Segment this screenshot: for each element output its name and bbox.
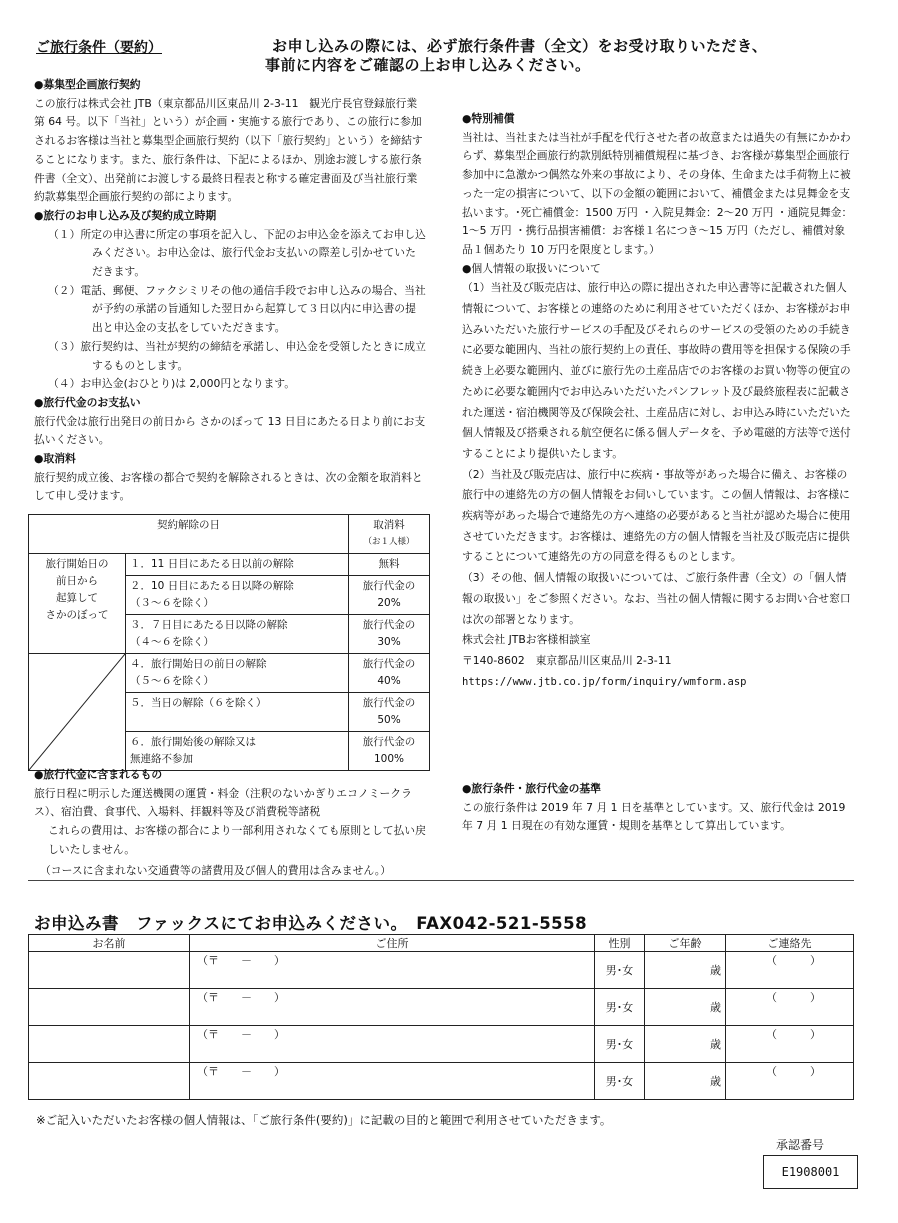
form-header-row <box>29 935 854 952</box>
row-4-fee <box>349 654 430 693</box>
table-row <box>29 989 854 1026</box>
row-fee-line2: 20% <box>377 597 401 609</box>
payment-text: 旅行代金は旅行出発日の前日から さかのぼって 13 日目にあたる日より前にお支払いください。 <box>34 414 426 447</box>
contact-field[interactable] <box>726 1026 854 1063</box>
left-label-line: さかのぼって <box>45 609 109 621</box>
row-6-fee <box>349 732 430 771</box>
excluded-note: （コースに含まれない交通費等の諸費用及び個人的費用は含みません。） <box>40 864 392 877</box>
heading-basis: ●旅行条件・旅行代金の基準 <box>462 782 601 795</box>
diagonal-cell <box>29 654 126 771</box>
privacy-text-1: （1）当社及び販売店は、旅行申込の際に提出された申込書等に記載された個人情報について、お客様との連絡のために利用させていただくほか、お客様がお申込みいただいた旅行サービスの手配及びそれらのサービスの受領のための手続きに必要な範囲内、当社の旅行契約上の責任、事故時の費用等を担保する保険の手続き上必要な範囲内、並びに旅行先の土産品店でのお客様のお買い物等の便宜のために必要な範囲内でお申込みいただいたパンフレット及び最終旅程表に記載された運送・宿泊機関等及び保険会社、土産品店に対し、お申込み時にいただいた個人情報及び搭乗される航空便名に係る個人データを、予め電磁的方法等で送付することにより提供いたします。 <box>462 281 851 460</box>
heading-cancellation: ●取消料 <box>34 452 76 466</box>
row-fee-line1: 旅行代金の <box>362 736 416 748</box>
row-desc-line1: ６．旅行開始後の解除又は <box>130 736 256 748</box>
sex-field[interactable] <box>595 1026 645 1063</box>
header-contact: ご連絡先 <box>726 935 854 952</box>
cancellation-fee-table <box>28 514 430 771</box>
row-fee-line2: 100% <box>373 753 405 765</box>
row-desc-line1: ５．当日の解除（６を除く） <box>130 697 267 709</box>
header-address: ご住所 <box>190 935 595 952</box>
contact-field[interactable] <box>726 1063 854 1100</box>
form-title: お申込み書 ファックスにてお申込みください。 FAX042-521-5558 <box>34 914 588 933</box>
row-fee-line1: 無料 <box>378 558 400 570</box>
compensation-text: 当社は、当社または当社が手配を代行させた者の故意または過失の有無にかかわらず、募集型企画旅行約款別紙特別補償規程に基づき、お客様が募集型企画旅行参加中に急激かつ偶然な外来の事故により、その身体、生命または手荷物上に被った一定の損害について、以下の金額の範囲において、補償金または見舞金を支払います。･死亡補償金：1500 万円 ・入院見舞金：2～20 万円 ・通院見舞金：1～5 万円 ・携行品損害補償：お客様１名につき～15 万円（ただし、補償対象品１個あたり 10 万円を限度とします。） <box>462 130 853 256</box>
row-desc-line2: （３～６を除く） <box>130 597 214 609</box>
row-desc-line1: ２．10 日目にあたる日以降の解除 <box>130 580 294 592</box>
header-sex: 性別 <box>595 935 645 952</box>
sex-field[interactable] <box>595 989 645 1026</box>
application-form-table <box>28 934 854 1100</box>
postal-code-field: （〒 － ） <box>197 1028 285 1041</box>
contract-text: この旅行は株式会社 JTB（東京都品川区東品川 2-3-11 観光庁長官登録旅行業第 64 号。以下「当社」という）が企画・実施する旅行であり、この旅行に参加されるお客様は当社と募集型企画旅行契約（以下「旅行契約」という）を締結することになります。また、旅行条件は、下記によるほか、別途お渡しする旅行条件書（全文）、出発前にお渡しする最終日程表と称する確定書面及び当社旅行業約款募集型企画旅行契約の部によります。 <box>34 96 423 204</box>
postal-code-field: （〒 － ） <box>197 991 285 1004</box>
name-field[interactable] <box>29 989 190 1026</box>
company-address: 〒140-8602 東京都品川区東品川 2-3-11 <box>462 653 672 667</box>
contact-value: （ ） <box>766 991 821 1004</box>
row-fee-line2: 50% <box>377 714 401 726</box>
right-column-lower <box>462 780 854 836</box>
left-label-line: 起算して <box>56 592 98 604</box>
row-2-desc <box>126 576 349 615</box>
sex-value: 男･女 <box>605 964 634 977</box>
left-label-line: 前日から <box>56 575 98 587</box>
row-fee-line1: 旅行代金の <box>362 619 416 631</box>
left-label-cell <box>29 554 126 654</box>
privacy-text-3: （3）その他、個人情報の取扱いについては、ご旅行条件書（全文）の「個人情報の取扱い」をご参照ください。なお、当社の個人情報に関するお問い合せ窓口は次の部署となります。 <box>462 571 851 626</box>
left-column <box>34 76 426 506</box>
heading-privacy: ●個人情報の取扱いについて <box>462 261 601 275</box>
contact-field[interactable] <box>726 989 854 1026</box>
privacy-text-2: （2）当社及び販売店は、旅行中に疾病・事故等があった場合に備え、お客様の旅行中の連絡先の方の個人情報をお伺いしています。この個人情報は、お客様に疾病等があった場合で連絡先の方へ連絡の必要があると当社が認めた場合に使用させていただきます。お客様は、連絡先の方の個人情報を当社及び販売店に提供することについて連絡先の方の同意を得るものとします。 <box>462 467 851 564</box>
age-unit: 歳 <box>710 964 721 977</box>
contact-value: （ ） <box>766 1065 821 1078</box>
header-name: お名前 <box>29 935 190 952</box>
table-row <box>29 554 430 576</box>
address-field[interactable] <box>190 989 595 1026</box>
row-4-desc <box>126 654 349 693</box>
fee-table-header <box>29 515 430 554</box>
address-field[interactable] <box>190 1026 595 1063</box>
contact-value: （ ） <box>766 1028 821 1041</box>
application-item-1: （１）所定の申込書に所定の事項を記入し、下記のお申込金を添えてお申し込みください。お申込金は、旅行代金お支払いの際差し引かせていただきます。 <box>48 227 426 279</box>
age-field[interactable] <box>645 952 726 989</box>
address-field[interactable] <box>190 952 595 989</box>
row-desc-line1: １．11 日目にあたる日以前の解除 <box>130 558 294 570</box>
right-column <box>462 110 854 692</box>
name-field[interactable] <box>29 1026 190 1063</box>
included-note: これらの費用は、お客様の都合により一部利用されなくても原則として払い戻しいたしません。 <box>48 824 426 856</box>
notice-line-1: お申し込みの際には、必ず旅行条件書（全文）をお受け取りいただき、 <box>272 37 768 55</box>
row-1-desc <box>126 554 349 576</box>
row-fee-line1: 旅行代金の <box>362 697 416 709</box>
row-desc-line1: ４．旅行開始日の前日の解除 <box>130 658 267 670</box>
sex-value: 男･女 <box>605 1075 634 1088</box>
header-cancel-date: 契約解除の日 <box>29 515 349 554</box>
row-6-desc <box>126 732 349 771</box>
heading-payment: ●旅行代金のお支払い <box>34 395 141 409</box>
company-name: 株式会社 JTBお客様相談室 <box>462 633 591 647</box>
row-fee-line1: 旅行代金の <box>362 580 416 592</box>
header-fee-sub: （お１人様） <box>363 537 415 547</box>
row-3-fee <box>349 615 430 654</box>
row-desc-line1: ３．７日目にあたる日以降の解除 <box>130 619 288 631</box>
cancellation-text: 旅行契約成立後、お客様の都合で契約を解除されるときは、次の金額を取消料として申し受けます。 <box>34 470 423 503</box>
heading-included: ●旅行代金に含まれるもの <box>34 768 163 781</box>
approval-label: 承認番号 <box>776 1138 825 1152</box>
section-title: ご旅行条件（要約） <box>36 40 162 56</box>
privacy-footnote: ※ご記入いただいたお客様の個人情報は、「ご旅行条件(要約)」に記載の目的と範囲で利用させていただきます。 <box>36 1113 612 1127</box>
divider <box>28 880 854 881</box>
included-text: 旅行日程に明示した運送機関の運賃・料金（注釈のないかぎりエコノミークラス）、宿泊費、食事代、入場料、拝観料等及び消費税等諸税 <box>34 786 412 819</box>
sex-value: 男･女 <box>605 1001 634 1014</box>
table-row <box>29 952 854 989</box>
header-fee <box>349 515 430 554</box>
postal-code-field: （〒 － ） <box>197 1065 285 1078</box>
heading-application: ●旅行のお申し込み及び契約成立時期 <box>34 208 217 222</box>
row-fee-line2: 30% <box>377 636 401 648</box>
age-unit: 歳 <box>710 1075 721 1088</box>
row-5-fee <box>349 693 430 732</box>
age-field[interactable] <box>645 989 726 1026</box>
age-unit: 歳 <box>710 1001 721 1014</box>
row-2-fee <box>349 576 430 615</box>
heading-contract: ●募集型企画旅行契約 <box>34 78 141 91</box>
left-label-line: 旅行開始日の <box>45 558 109 570</box>
contact-value: （ ） <box>766 954 821 967</box>
row-3-desc <box>126 615 349 654</box>
application-item-3: （３）旅行契約は、当社が契約の締結を承諾し、申込金を受領したときに成立するものとします。 <box>48 339 426 372</box>
age-field[interactable] <box>645 1026 726 1063</box>
sex-field[interactable] <box>595 952 645 989</box>
row-desc-line2: （５～６を除く） <box>130 675 214 687</box>
heading-compensation: ●特別補償 <box>462 112 515 125</box>
header-fee-label: 取消料 <box>373 519 405 531</box>
application-item-2: （２）電話、郵便、ファクシミリその他の通信手段でお申し込みの場合、当社が予約の承諾の旨通知した翌日から起算して３日以内に申込書の提出と申込金の支払をしていただきます。 <box>48 283 426 335</box>
age-field[interactable] <box>645 1063 726 1100</box>
row-desc-line2: （４～６を除く） <box>130 636 214 648</box>
row-fee-line1: 旅行代金の <box>362 658 416 670</box>
notice-line-2: 事前に内容をご確認の上お申し込みください。 <box>265 56 591 74</box>
diagonal-line <box>29 654 125 770</box>
sex-field[interactable] <box>595 1063 645 1100</box>
age-unit: 歳 <box>710 1038 721 1051</box>
address-field[interactable] <box>190 1063 595 1100</box>
company-url[interactable]: https://www.jtb.co.jp/form/inquiry/wmform.asp <box>462 675 747 688</box>
table-row <box>29 654 430 693</box>
postal-code-field: （〒 － ） <box>197 954 285 967</box>
row-fee-line2: 40% <box>377 675 401 687</box>
contact-field[interactable] <box>726 952 854 989</box>
left-column-lower <box>34 766 426 860</box>
row-5-desc <box>126 693 349 732</box>
sex-value: 男･女 <box>605 1038 634 1051</box>
header-age: ご年齢 <box>645 935 726 952</box>
name-field[interactable] <box>29 1063 190 1100</box>
application-item-4: （４）お申込金(おひとり)は 2,000円となります。 <box>48 377 296 391</box>
approval-code: E1908001 <box>763 1155 858 1189</box>
table-row <box>29 1063 854 1100</box>
table-row <box>29 1026 854 1063</box>
row-1-fee <box>349 554 430 576</box>
row-desc-line2: 無連絡不参加 <box>130 753 193 765</box>
name-field[interactable] <box>29 952 190 989</box>
basis-text: この旅行条件は 2019 年 7 月 1 日を基準としています。又、旅行代金は 2019 年 7 月 1 日現在の有効な運賃・規則を基準として算出しています。 <box>462 800 846 833</box>
